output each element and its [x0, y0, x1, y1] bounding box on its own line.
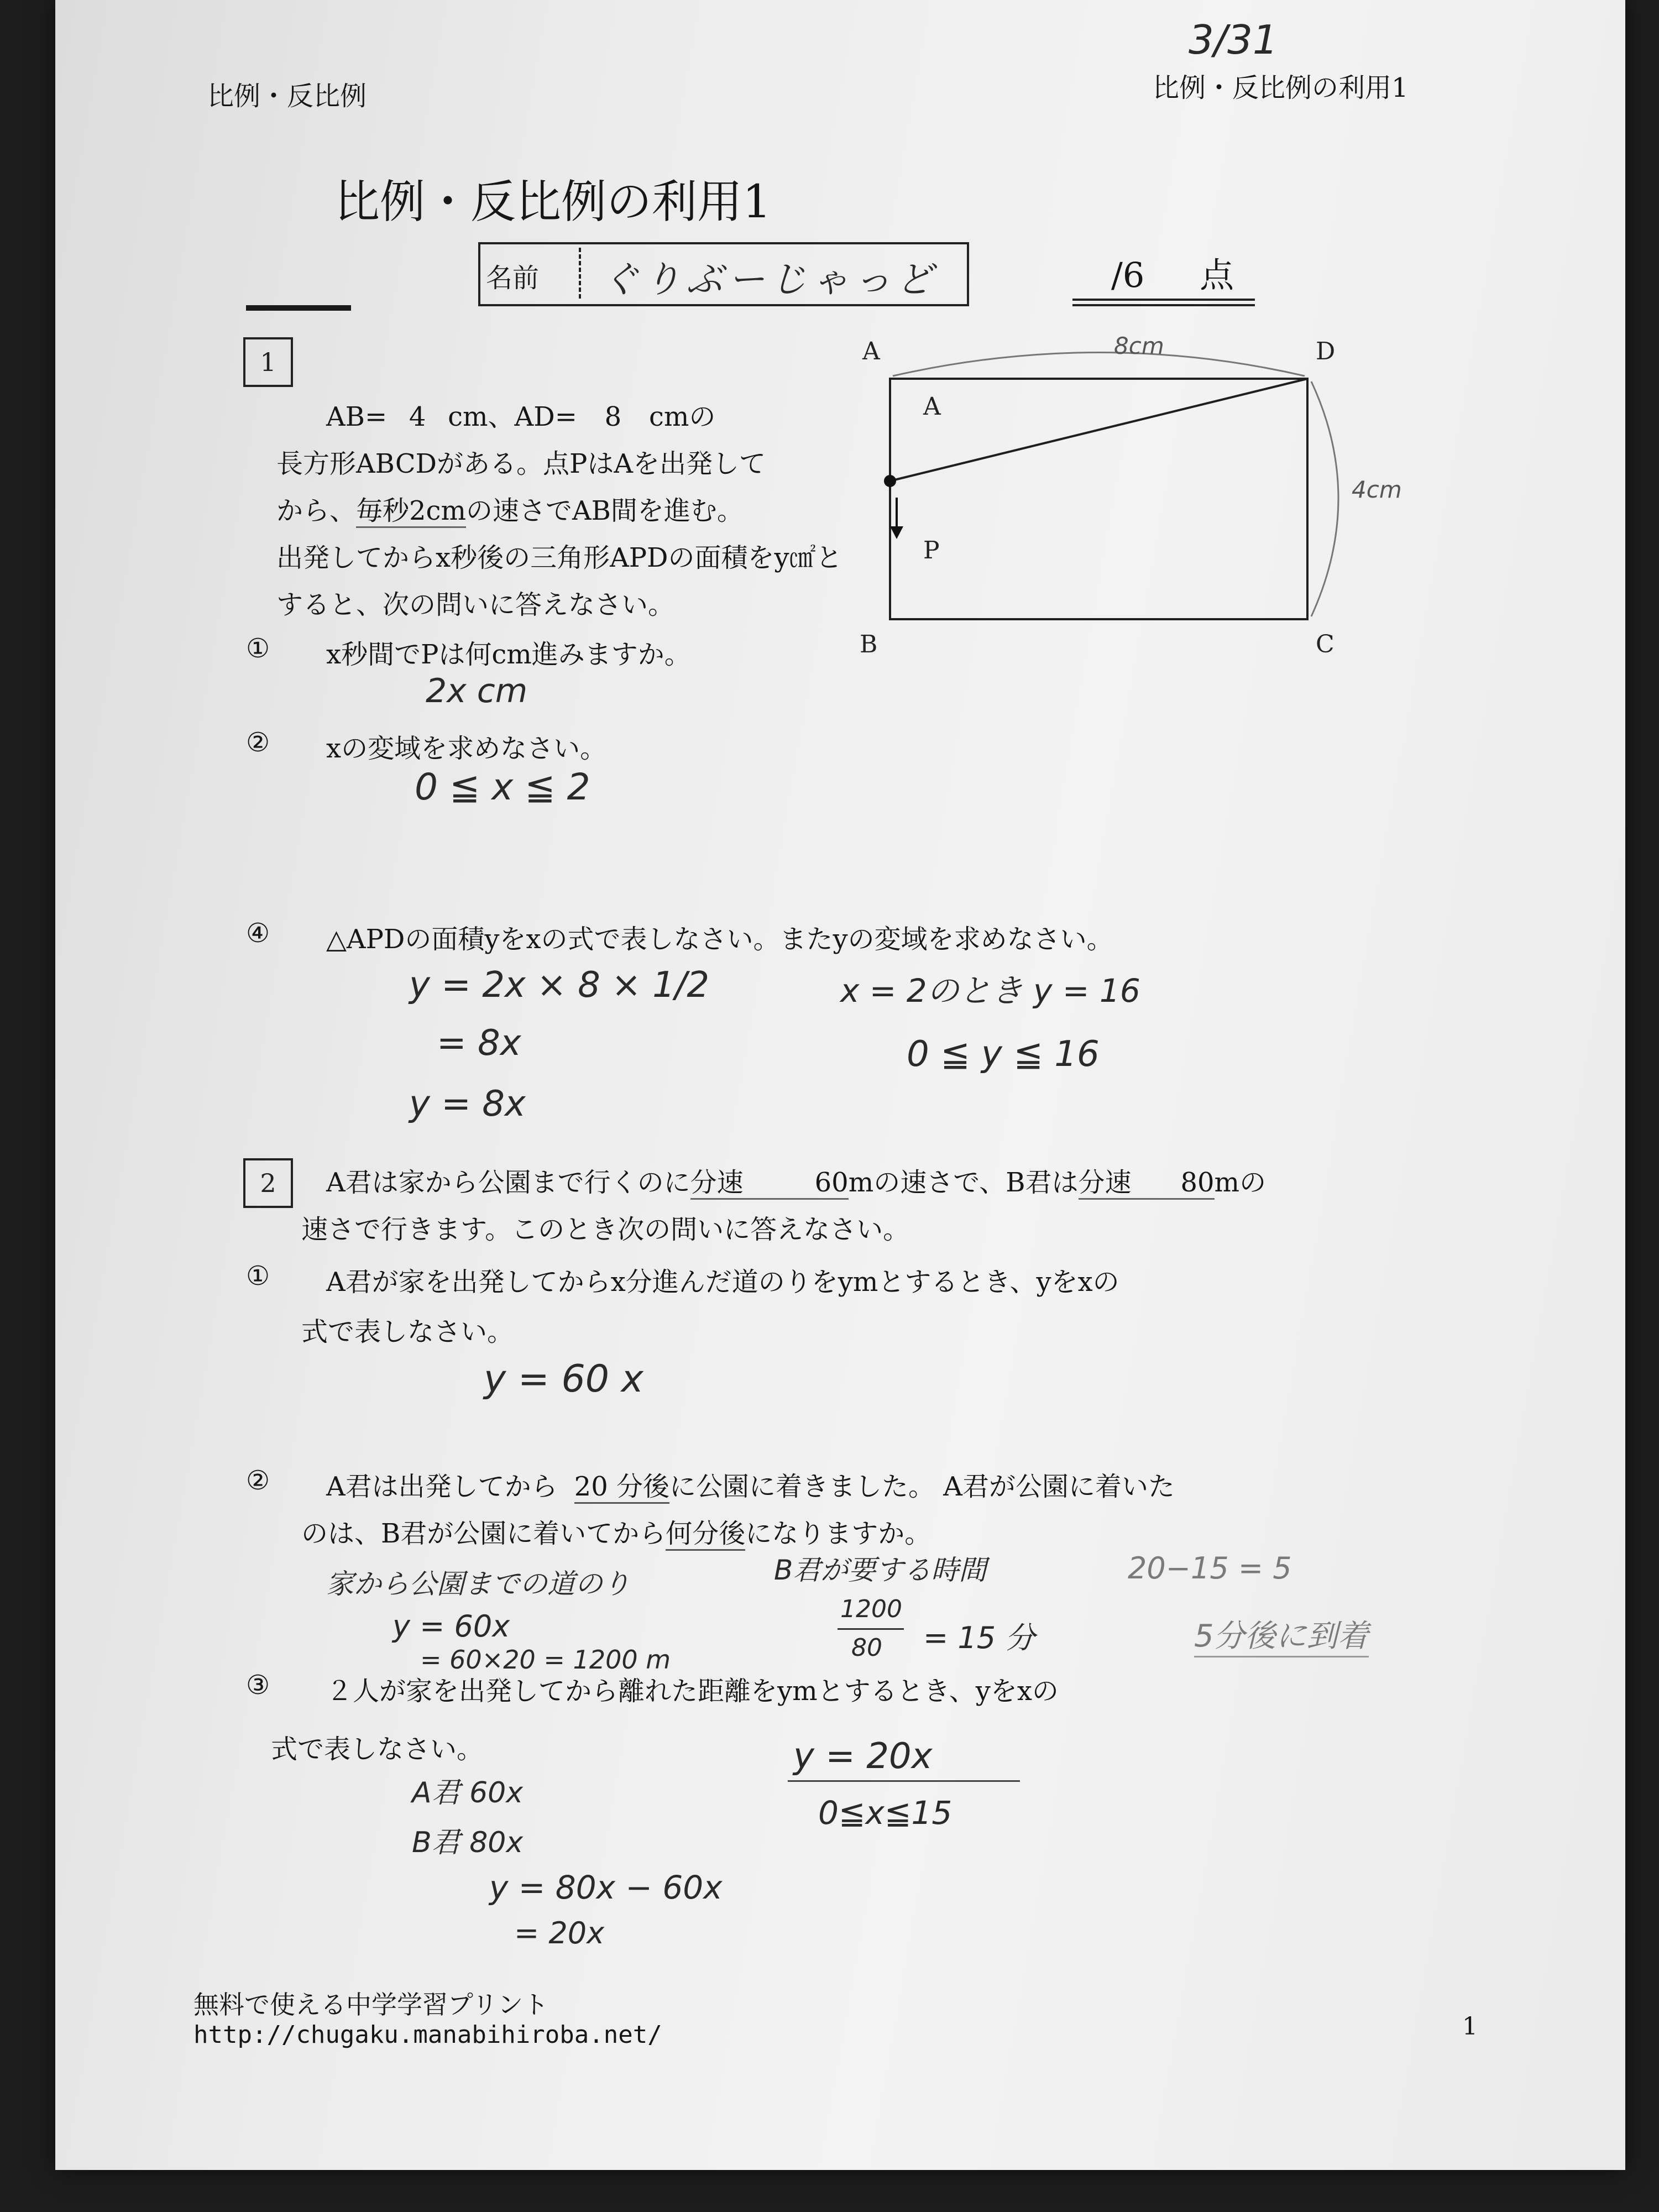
rectangle-abcd — [890, 379, 1307, 619]
q1-line-5: すると、次の問いに答えなさい。 — [276, 589, 675, 620]
section-rule — [246, 305, 351, 311]
q1-sub4-work-4: x = 2のとき y = 16 — [840, 972, 1140, 1010]
q2-sub1-answer: y = 60 x — [484, 1357, 643, 1401]
q2-sub3-number: ③ — [246, 1670, 270, 1701]
name-label: 名前 — [486, 263, 540, 294]
q2-speed-b: 80 — [1132, 1167, 1215, 1200]
q2-sub3-work-1: A君 60x — [412, 1776, 524, 1810]
label-b: B — [860, 630, 878, 658]
q2-sub2-fraction-result: = 15 分 — [923, 1620, 1035, 1655]
worksheet-paper — [55, 0, 1625, 2170]
q2-sub2-line-1: A君は出発してから 20 分後に公園に着きました。 A君が公園に着いた — [326, 1465, 1175, 1503]
q2-sub3-range: 0≦x≦15 — [818, 1794, 953, 1832]
q2-sub2-work-3: = 60×20 = 1200 m — [420, 1645, 671, 1675]
brace-dc — [1311, 381, 1338, 616]
q2-sub3-line-1: ２人が家を出発してから離れた距離をymとするとき、yをxの — [326, 1676, 1059, 1707]
q2-sub2-work-1: 家から公園までの道のり — [326, 1568, 630, 1600]
q1-sub4-text: △APDの面積yをxの式で表しなさい。またyの変域を求めなさい。 — [326, 924, 1113, 955]
q1-sub2-number: ② — [246, 727, 270, 758]
q1-ad-value: 8 — [604, 401, 622, 432]
footer-line-1: 無料で使える中学学習プリント — [193, 1990, 549, 2020]
label-a: A — [862, 337, 880, 365]
footer-url: http://chugaku.manabihiroba.net/ — [193, 2021, 662, 2049]
q2-sub3-work-2: B君 80x — [412, 1826, 524, 1859]
page-number: 1 — [1462, 2012, 1478, 2041]
score — [1111, 248, 1234, 297]
question-2-number: 2 — [243, 1158, 293, 1208]
q2-sub2-number: ② — [246, 1465, 270, 1496]
q1-sub1-answer: 2x cm — [426, 672, 528, 710]
score-line-2 — [1072, 304, 1255, 306]
q2-sub2-fraction-num: 1200 — [840, 1595, 902, 1623]
q2-sub2-line-2: のは、B君が公園に着いてから何分後になりますか。 — [301, 1512, 931, 1550]
name-handwritten: ぐりぶーじゃっど — [602, 258, 938, 301]
q1-sub4-number: ④ — [246, 918, 270, 949]
header-left: 比例・反比例 — [207, 81, 367, 112]
name-box — [478, 242, 969, 306]
label-inner-a: A — [923, 393, 941, 421]
q1-ab-value: 4 — [409, 401, 426, 432]
q2-sub2-answer: 5分後に到着 — [1194, 1612, 1369, 1657]
q1-sub1-number: ① — [246, 633, 270, 664]
label-c: C — [1316, 630, 1334, 658]
label-d: D — [1316, 337, 1336, 365]
rectangle-figure — [835, 321, 1498, 674]
q1-sub2-answer: 0 ≦ x ≦ 2 — [415, 766, 590, 808]
q1-sub1-text: x秒間でPは何cm進みますか。 — [326, 639, 691, 670]
q2-sub2-fraction-bar — [838, 1628, 904, 1630]
q2-sub1-number: ① — [246, 1261, 270, 1291]
point-p-marker — [884, 475, 896, 487]
q1-line-3: から、毎秒2cmの速さでAB間を進む。 — [276, 489, 744, 527]
brace-ad — [893, 353, 1305, 376]
q2-sub3-answer: y = 20x — [793, 1736, 933, 1777]
score-value: /6 — [1111, 255, 1145, 295]
q2-speed-a: 60 — [744, 1167, 849, 1200]
label-p: P — [923, 536, 940, 564]
q2-sub2-time: 20 分後 — [574, 1471, 669, 1504]
q2-line-1: A君は家から公園まで行くのに分速 60mの速さで、B君は分速 80mの — [326, 1161, 1266, 1200]
q1-sub4-work-2: = 8x — [437, 1023, 521, 1064]
hand-label-4cm: 4cm — [1352, 476, 1402, 503]
score-unit: 点 — [1200, 255, 1234, 295]
q1-sub4-work-3: y = 8x — [409, 1084, 526, 1125]
q1-line-4: 出発してからx秒後の三角形APDの面積をy㎠と — [276, 542, 842, 573]
handwritten-date: 3/31 — [1189, 17, 1278, 63]
q2-sub2-work-2: y = 60x — [392, 1609, 510, 1644]
page-title: 比例・反比例の利用1 — [334, 176, 772, 228]
header-right: 比例・反比例の利用1 — [1153, 72, 1409, 103]
q1-speed-underlined: 毎秒2cm — [356, 495, 466, 528]
question-1-number: 1 — [243, 337, 293, 387]
q1-sub4-range: 0 ≦ y ≦ 16 — [907, 1034, 1100, 1075]
q2-sub3-line-2: 式で表しなさい。 — [271, 1734, 484, 1765]
segment-pd — [890, 379, 1307, 481]
q1-line-2: 長方形ABCDがある。点PはAを出発して — [276, 448, 766, 479]
name-divider — [579, 248, 581, 299]
arrow-down-icon — [890, 526, 903, 539]
q1-sub2-text: xの変域を求めなさい。 — [326, 733, 607, 764]
q2-sub1-line-2: 式で表しなさい。 — [301, 1316, 514, 1347]
q2-sub1-line-1: A君が家を出発してからx分進んだ道のりをymとするとき、yをxの — [326, 1267, 1119, 1298]
score-line-1 — [1072, 299, 1255, 301]
q2-sub3-answer-line — [788, 1780, 1020, 1782]
q1-line-1: AB= 4 cm、AD= 8 cmの — [326, 401, 716, 432]
q2-sub3-work-3: y = 80x − 60x — [489, 1869, 723, 1906]
q2-sub3-work-4: = 20x — [514, 1916, 605, 1950]
q2-sub2-fraction-den: 80 — [851, 1634, 882, 1662]
q2-sub2-work-4: B君が要する時間 — [774, 1554, 987, 1586]
q2-line-2: 速さで行きます。このとき次の問いに答えなさい。 — [301, 1214, 910, 1245]
hand-label-8cm: 8cm — [1114, 332, 1164, 359]
q2-sub2-work-6: 20−15 = 5 — [1128, 1551, 1292, 1586]
q1-sub4-work-1: y = 2x × 8 × 1/2 — [409, 965, 710, 1006]
